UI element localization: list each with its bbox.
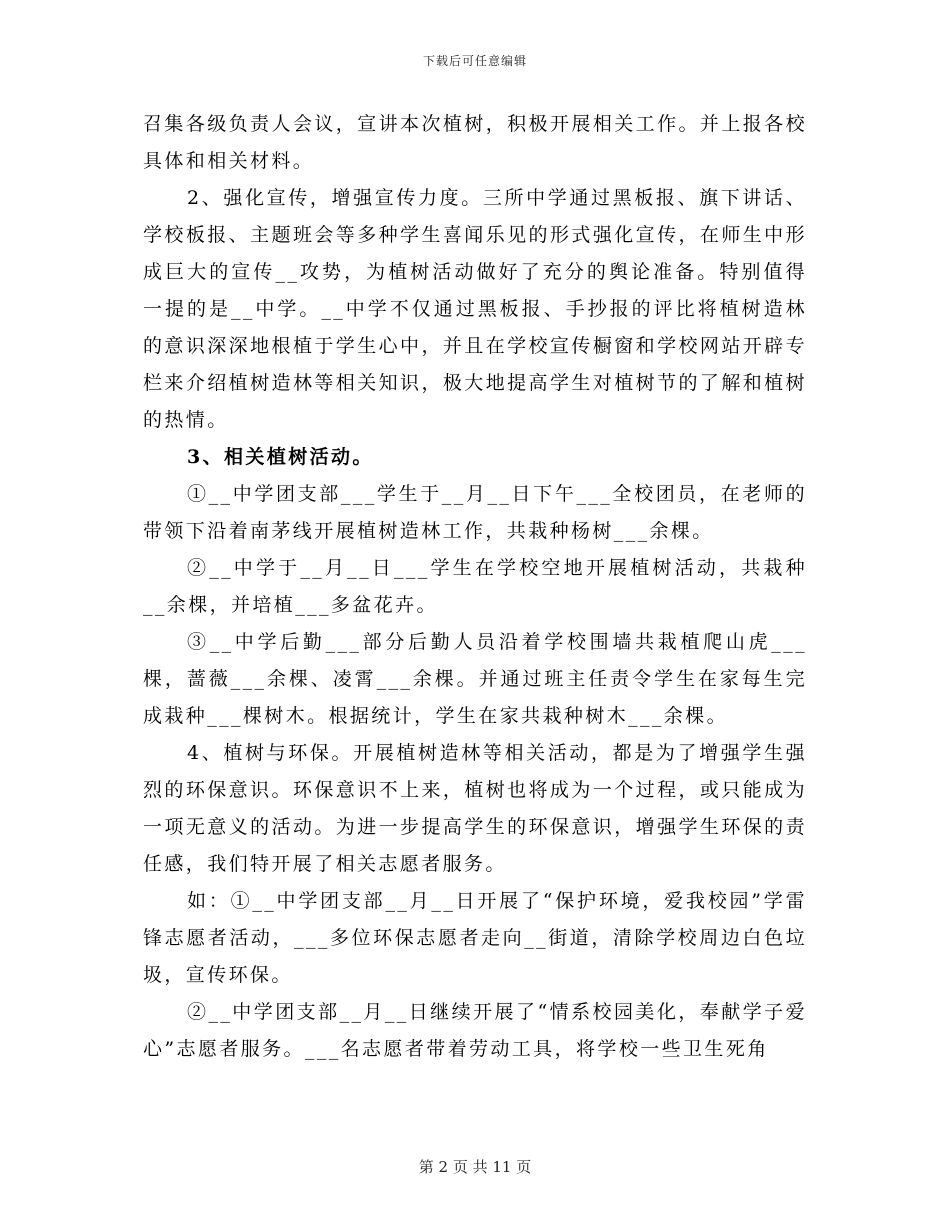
paragraph-volunteer-1: 如：①__中学团支部__月__日开展了“保护环境，爱我校园”学雷锋志愿者活动，___多位环保志愿者走向__街道，清除学校周边白色垃圾，宣传环保。 [143,890,807,986]
paragraph-environment: 4、植树与环保。开展植树造林等相关活动，都是为了增强学生强烈的环保意识。环保意识不上来，植树也将成为一个过程，或只能成为一项无意义的活动。为进一步提高学生的环保意识，增强学生环保的责任感，我们特开展了相关志愿者服务。 [143,742,807,875]
paragraph-volunteer-2: ②__中学团支部__月__日继续开展了“情系校园美化，奉献学子爱心”志愿者服务。___名志愿者带着劳动工具，将学校一些卫生死角 [143,1001,807,1060]
section-heading-tree-planting: 3、相关植树活动。 [187,446,374,468]
page-number: 第 2 页 共 11 页 [418,1158,532,1176]
paragraph-activity-1: ①__中学团支部___学生于__月__日下午___全校团员，在老师的带领下沿着南茅线开展植树造林工作，共栽种杨树___余棵。 [143,483,807,542]
paragraph-continuation: 召集各级负责人会议，宣讲本次植树，积极开展相关工作。并上报各校具体和相关材料。 [143,113,807,172]
paragraph-activity-2: ②__中学于__月__日___学生在学校空地开展植树活动，共栽种__余棵，并培植___多盆花卉。 [143,557,807,616]
paragraph-activity-3: ③__中学后勤___部分后勤人员沿着学校围墙共栽植爬山虎___棵，蔷薇___余棵、凌霄___余棵。并通过班主任责令学生在家每生完成栽种___棵树木。根据统计，学生在家共栽种树木___余棵。 [143,631,807,727]
document-body [143,106,807,1068]
paragraph-publicity: 2、强化宣传，增强宣传力度。三所中学通过黑板报、旗下讲话、学校板报、主题班会等多种学生喜闻乐见的形式强化宣传，在师生中形成巨大的宣传__攻势，为植树活动做好了充分的舆论准备。特别值得一提的是__中学。__中学不仅通过黑板报、手抄报的评比将植树造林的意识深深地根植于学生心中，并且在学校宣传橱窗和学校网站开辟专栏来介绍植树造林等相关知识，极大地提高学生对植树节的了解和植树的热情。 [143,187,807,431]
page-header: 下载后可任意编辑 [422,54,527,68]
